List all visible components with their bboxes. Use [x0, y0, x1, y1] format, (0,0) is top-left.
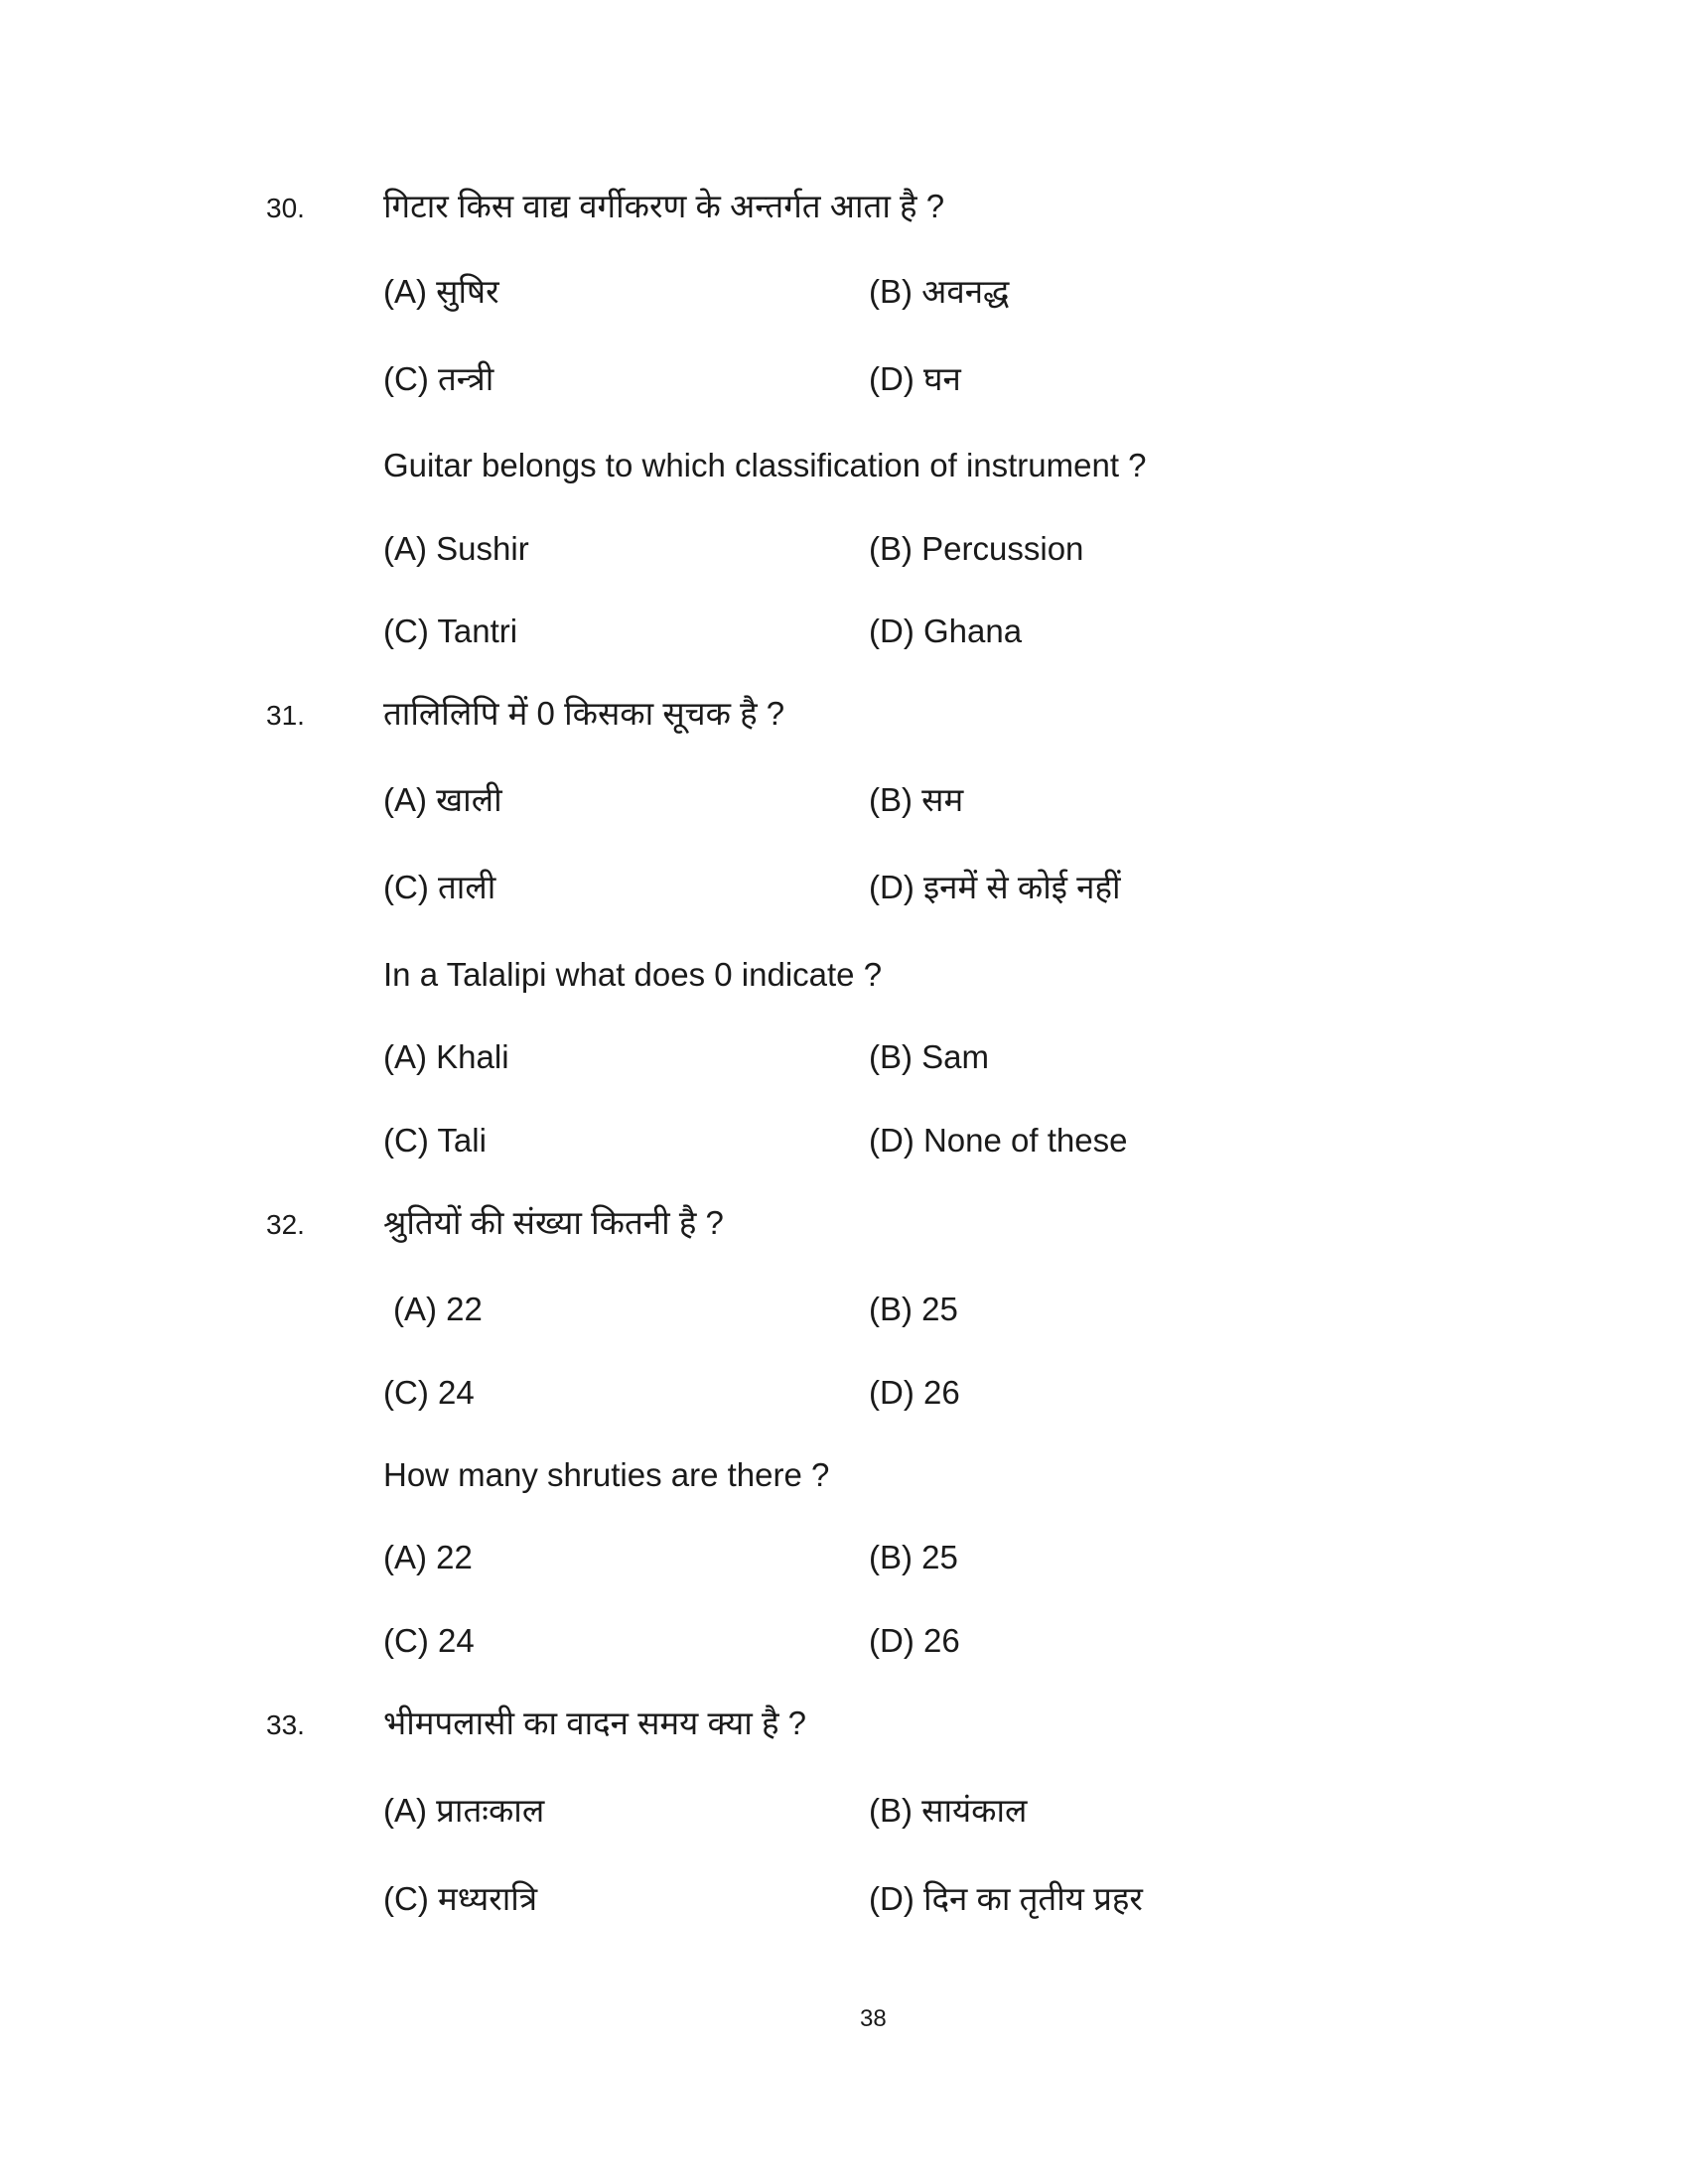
option-d: (D) दिन का तृतीय प्रहर: [869, 1880, 1143, 1917]
question-number: 32.: [266, 1209, 305, 1240]
option-b: (B) अवनद्ध: [869, 273, 1010, 310]
option-a: (A) Sushir: [383, 530, 529, 567]
option-a: (A) खाली: [383, 781, 502, 818]
question-text-hindi: गिटार किस वाद्य वर्गीकरण के अन्तर्गत आता है ?: [383, 188, 945, 224]
question-text-hindi: श्रुतियों की संख्या कितनी है ?: [383, 1204, 724, 1241]
option-b: (B) Percussion: [869, 530, 1084, 567]
option-b: (B) 25: [869, 1539, 958, 1575]
option-a: (A) Khali: [383, 1038, 509, 1075]
option-a: (A) प्रातःकाल: [383, 1792, 545, 1829]
option-b: (B) 25: [869, 1291, 958, 1327]
option-a: (A) 22: [393, 1291, 483, 1327]
option-c: (C) मध्यरात्रि: [383, 1880, 538, 1917]
option-c: (C) Tantri: [383, 613, 518, 649]
option-c: (C) ताली: [383, 869, 496, 905]
option-d: (D) 26: [869, 1374, 960, 1411]
option-b: (B) सम: [869, 781, 964, 818]
page-number: 38: [860, 2005, 887, 2032]
option-c: (C) Tali: [383, 1122, 487, 1159]
option-c: (C) तन्त्री: [383, 360, 494, 397]
question-number: 31.: [266, 700, 305, 731]
option-d: (D) इनमें से कोई नहीं: [869, 869, 1121, 905]
option-d: (D) None of these: [869, 1122, 1128, 1159]
question-text-hindi: भीमपलासी का वादन समय क्या है ?: [383, 1705, 807, 1741]
question-text-hindi: तालिलिपि में 0 किसका सूचक है ?: [383, 695, 785, 732]
question-number: 30.: [266, 193, 305, 223]
option-c: (C) 24: [383, 1622, 475, 1659]
option-c: (C) 24: [383, 1374, 475, 1411]
question-number: 33.: [266, 1709, 305, 1740]
option-a: (A) सुषिर: [383, 273, 499, 310]
option-b: (B) Sam: [869, 1038, 990, 1075]
option-d: (D) घन: [869, 360, 961, 397]
question-text-english: How many shruties are there ?: [383, 1456, 830, 1493]
question-text-english: In a Talalipi what does 0 indicate ?: [383, 956, 883, 993]
question-text-english: Guitar belongs to which classification of instrument ?: [383, 447, 1147, 483]
option-d: (D) Ghana: [869, 613, 1023, 649]
option-a: (A) 22: [383, 1539, 473, 1575]
option-d: (D) 26: [869, 1622, 960, 1659]
option-b: (B) सायंकाल: [869, 1792, 1028, 1829]
